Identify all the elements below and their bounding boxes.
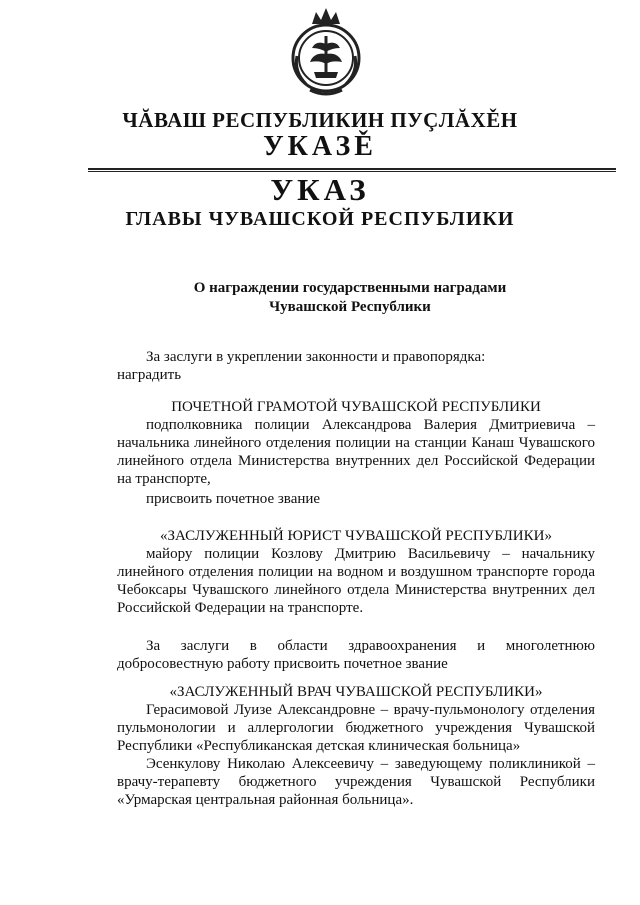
award-2-block (117, 527, 595, 617)
intro-block (117, 348, 595, 384)
chuvash-header-line: ЧĂВАШ РЕСПУБЛИКИН ПУÇЛĂХĚН (122, 108, 518, 132)
decree-issuer: ГЛАВЫ ЧУВАШСКОЙ РЕСПУБЛИКИ (125, 208, 515, 230)
award-3-text-1: Герасимовой Луизе Александровне – врачу-пульмонологу отделения пульмонологии и аллергологии бюджетного учреждения Чувашской Республики «Республиканская детская клиническая больница» (117, 702, 595, 754)
decree-subject (120, 279, 580, 317)
award-3-block (117, 683, 595, 809)
intro-3-text: За заслуги в области здравоохранения и многолетнюю добросовестную работу присвоить почетное звание (117, 638, 595, 672)
award-3-text-2: Эсенкулову Николаю Алексеевичу – заведующему поликлиникой – врачу-терапевту бюджетного учреждения Чувашской Республики «Урмарская центральная районная больница». (117, 756, 595, 808)
coat-of-arms-emblem (288, 6, 364, 98)
subject-line-2: Чувашской Республики (269, 299, 431, 315)
award-1-title: ПОЧЕТНОЙ ГРАМОТОЙ ЧУВАШСКОЙ РЕСПУБЛИКИ (171, 399, 541, 415)
award-1-block (117, 398, 595, 488)
chuvash-decree-word: УКАЗĚ (263, 131, 377, 162)
subject-line-1: О награждении государственными наградами (193, 280, 507, 296)
intro-line-2: наградить (117, 367, 182, 383)
award-2-title: «ЗАСЛУЖЕННЫЙ ЮРИСТ ЧУВАШСКОЙ РЕСПУБЛИКИ» (160, 528, 552, 544)
assign-line: присвоить почетное звание (146, 491, 321, 507)
intro-line-1: За заслуги в укреплении законности и правопорядка: (146, 349, 486, 365)
intro-3-block (117, 637, 595, 673)
award-3-title: «ЗАСЛУЖЕННЫЙ ВРАЧ ЧУВАШСКОЙ РЕСПУБЛИКИ» (169, 684, 543, 700)
award-2-text: майору полиции Козлову Дмитрию Васильевичу – начальнику линейного отделения полиции на водном и воздушном транспорте города Чебоксары Чувашского линейного отдела Министерства внутренних дел Российской Федерации на транспорте. (117, 546, 595, 616)
award-1-text: подполковника полиции Александрова Валерия Дмитриевича – начальника линейного отделения полиции на станции Канаш Чувашского линейного отдела Министерства внутренних дел Российской Федерации на транспорте, (117, 417, 595, 487)
assign-block (117, 490, 595, 508)
decree-title: УКАЗ (270, 172, 370, 207)
